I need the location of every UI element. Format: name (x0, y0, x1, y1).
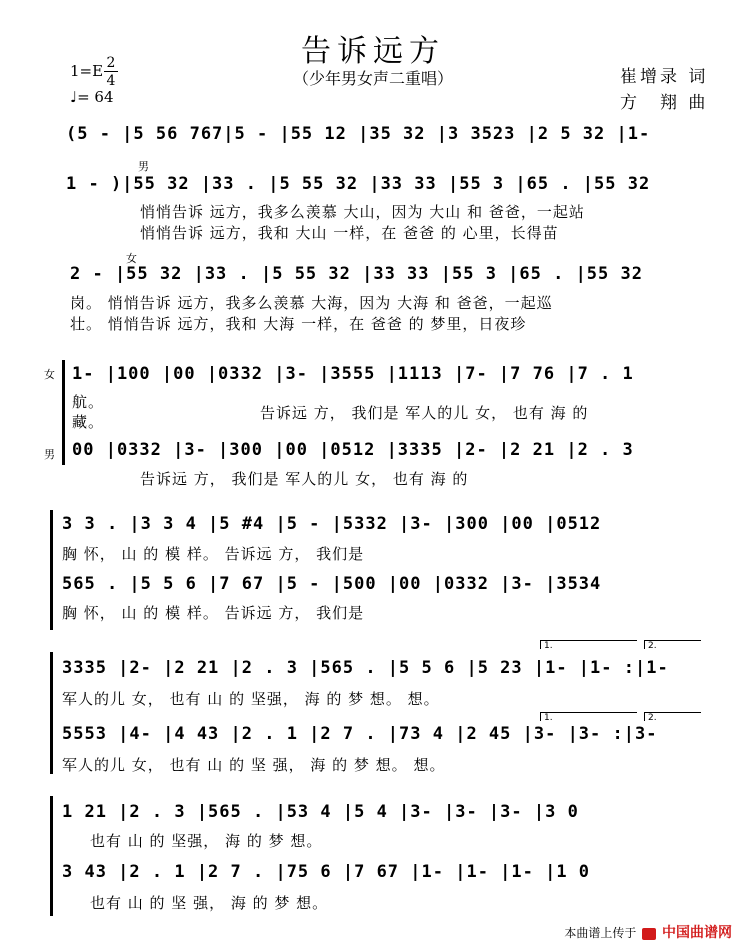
time-signature-divider (104, 71, 118, 72)
footer-watermark (564, 922, 732, 942)
volta-2-label: 2. (648, 641, 657, 651)
footer-text: 本曲谱上传于 (564, 926, 637, 940)
system6-male-notes: 3 43 |2 . 1 |2 7 . |75 6 |7 67 |1- |1- |1- |1 0 (62, 862, 591, 882)
system3-female-lyric: 告诉远 方， 我们是 军人的儿 女， 也有 海 的 (260, 404, 589, 422)
system3-male-label: 男 (44, 448, 55, 461)
system5-brace (50, 652, 53, 774)
brand-logo-icon (642, 928, 656, 940)
system5-male-lyric: 军人的儿 女， 也有 山 的 坚 强， 海 的 梦 想。 想。 (62, 756, 446, 774)
system5-female-notes: 3335 |2- |2 21 |2 . 3 |565 . |5 5 6 |5 23 |1- |1- :|1- (62, 658, 669, 678)
system5-female-lyric: 军人的儿 女， 也有 山 的 坚强， 海 的 梦 想。 想。 (62, 690, 440, 708)
tempo-marking: ♩= 64 (70, 88, 114, 106)
volta-1-bracket (540, 640, 637, 649)
system2-female-label: 女 (126, 252, 137, 265)
lyricist-credit: 崔增录 词 (620, 67, 709, 87)
system3-male-notes: 00 |0332 |3- |300 |00 |0512 |3335 |2- |2 21 |2 . 3 (72, 440, 634, 460)
system3-brace (62, 360, 65, 465)
system5-male-notes: 5553 |4- |4 43 |2 . 1 |2 7 . |73 4 |2 45 |3- |3- :|3- (62, 724, 658, 744)
system4-male-lyric: 胸 怀， 山 的 模 样。 告诉远 方， 我们是 (62, 604, 365, 622)
system4-male-notes: 565 . |5 5 6 |7 67 |5 - |500 |00 |0332 |3- |3534 (62, 574, 602, 594)
key-signature: 1=E (70, 62, 104, 80)
time-signature-bottom: 4 (106, 73, 116, 89)
system1-notes-2: 1 - )|55 32 |33 . |5 55 32 |33 33 |55 3 |65 . |55 32 (66, 174, 651, 194)
system6-brace (50, 796, 53, 916)
system3-female-lyric-b: 藏。 (72, 413, 105, 431)
system1-lyric-verse2: 悄悄告诉 远方，我和 大山 一样，在 爸爸 的 心里，长得苗 (140, 224, 559, 242)
system3-female-label: 女 (44, 368, 55, 381)
system1-male-label: 男 (138, 160, 149, 173)
score-title: 告诉远方 (301, 34, 445, 69)
system4-female-notes: 3 3 . |3 3 4 |5 #4 |5 - |5332 |3- |300 |00 |0512 (62, 514, 602, 534)
footer-brand-link[interactable]: 中国曲谱网 (662, 925, 732, 941)
score-subtitle: （少年男女声二重唱） (292, 69, 453, 88)
system4-brace (50, 510, 53, 630)
time-signature-top: 2 (106, 55, 116, 71)
system2-lyric-verse2: 壮。 悄悄告诉 远方，我和 大海 一样，在 爸爸 的 梦里，日夜珍 (70, 315, 527, 333)
volta-2-label-male: 2. (648, 713, 657, 723)
system6-male-lyric: 也有 山 的 坚 强， 海 的 梦 想。 (90, 894, 329, 912)
system6-female-lyric: 也有 山 的 坚强， 海 的 梦 想。 (90, 832, 323, 850)
system1-lyric-verse1: 悄悄告诉 远方，我多么羡慕 大山，因为 大山 和 爸爸，一起站 (140, 203, 585, 221)
system3-female-notes: 1- |100 |00 |0332 |3- |3555 |1113 |7- |7 76 |7 . 1 (72, 364, 634, 384)
composer-credit: 方 翔 曲 (620, 93, 709, 113)
system1-notes: (5 - |5 56 767|5 - |55 12 |35 32 |3 3523 |2 5 32 |1- (66, 124, 651, 144)
system2-notes: 2 - |55 32 |33 . |5 55 32 |33 33 |55 3 |65 . |55 32 (70, 264, 643, 284)
system6-female-notes: 1 21 |2 . 3 |565 . |53 4 |5 4 |3- |3- |3- |3 0 (62, 802, 579, 822)
system3-female-lyric-a: 航。 (72, 393, 105, 411)
volta-1-label: 1. (544, 641, 553, 651)
system4-female-lyric: 胸 怀， 山 的 模 样。 告诉远 方， 我们是 (62, 545, 365, 563)
system2-lyric-verse1: 岗。 悄悄告诉 远方，我多么羡慕 大海，因为 大海 和 爸爸，一起巡 (70, 294, 553, 312)
volta-1-label-male: 1. (544, 713, 553, 723)
volta-1-bracket-male (540, 712, 637, 721)
system3-male-lyric: 告诉远 方， 我们是 军人的儿 女， 也有 海 的 (140, 470, 469, 488)
